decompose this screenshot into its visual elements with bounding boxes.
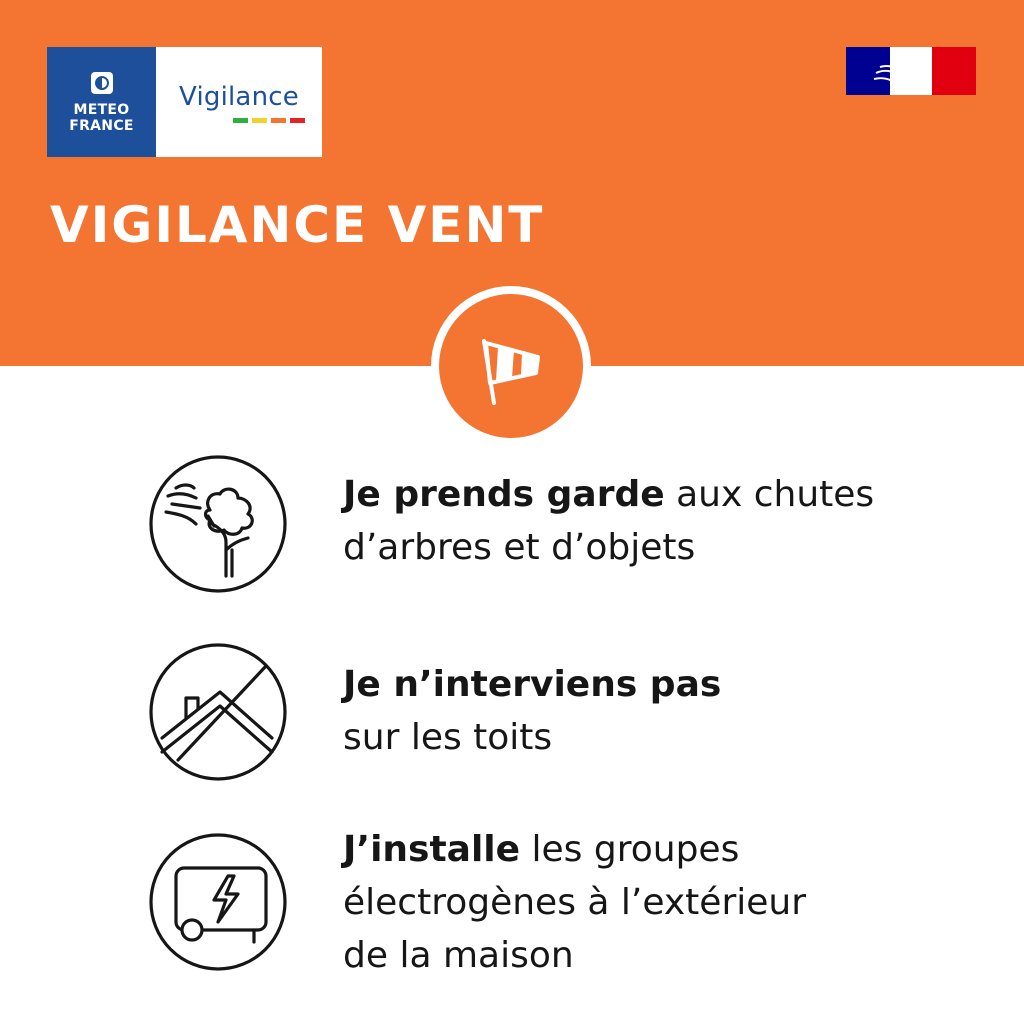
windsock-icon — [466, 321, 556, 411]
vigilance-word: Vigilance — [179, 81, 299, 112]
vigilance-logo — [156, 47, 322, 157]
advice-item-3 — [343, 823, 943, 982]
advice-2-line2: sur les toits — [343, 717, 553, 758]
windsock-badge — [431, 286, 591, 446]
advice-3-line1: les groupes — [520, 829, 740, 870]
wind-tree-icon — [148, 454, 288, 594]
advice-1-bold: Je prends garde — [343, 474, 665, 515]
meteo-france-emblem-icon — [89, 70, 115, 96]
no-roof-icon — [148, 642, 288, 782]
republique-francaise-flag-icon — [846, 47, 976, 95]
advice-item-2 — [343, 658, 943, 764]
advice-3-line3: de la maison — [343, 935, 574, 976]
meteo-line: METEO — [73, 102, 130, 118]
vigilance-bar-green — [233, 118, 248, 123]
vigilance-bar-orange — [271, 118, 286, 123]
advice-item-1 — [343, 468, 943, 574]
meteo-france-vigilance-logo — [47, 47, 322, 157]
meteo-france-logo — [47, 47, 156, 157]
windsock-badge-inner — [439, 294, 583, 438]
generator-icon — [148, 832, 288, 972]
france-line: FRANCE — [69, 118, 134, 134]
vigilance-bar-yellow — [252, 118, 267, 123]
page-title: VIGILANCE VENT — [50, 196, 545, 254]
vigilance-bar-red — [290, 118, 305, 123]
advice-2-bold: Je n’interviens pas — [343, 664, 722, 705]
vigilance-color-bars — [233, 118, 305, 123]
advice-1-line2: d’arbres et d’objets — [343, 527, 696, 568]
advice-3-line2: électrogènes à l’extérieur — [343, 882, 807, 923]
advice-1-line1: aux chutes — [664, 474, 875, 515]
advice-3-bold: J’installe — [343, 829, 521, 870]
